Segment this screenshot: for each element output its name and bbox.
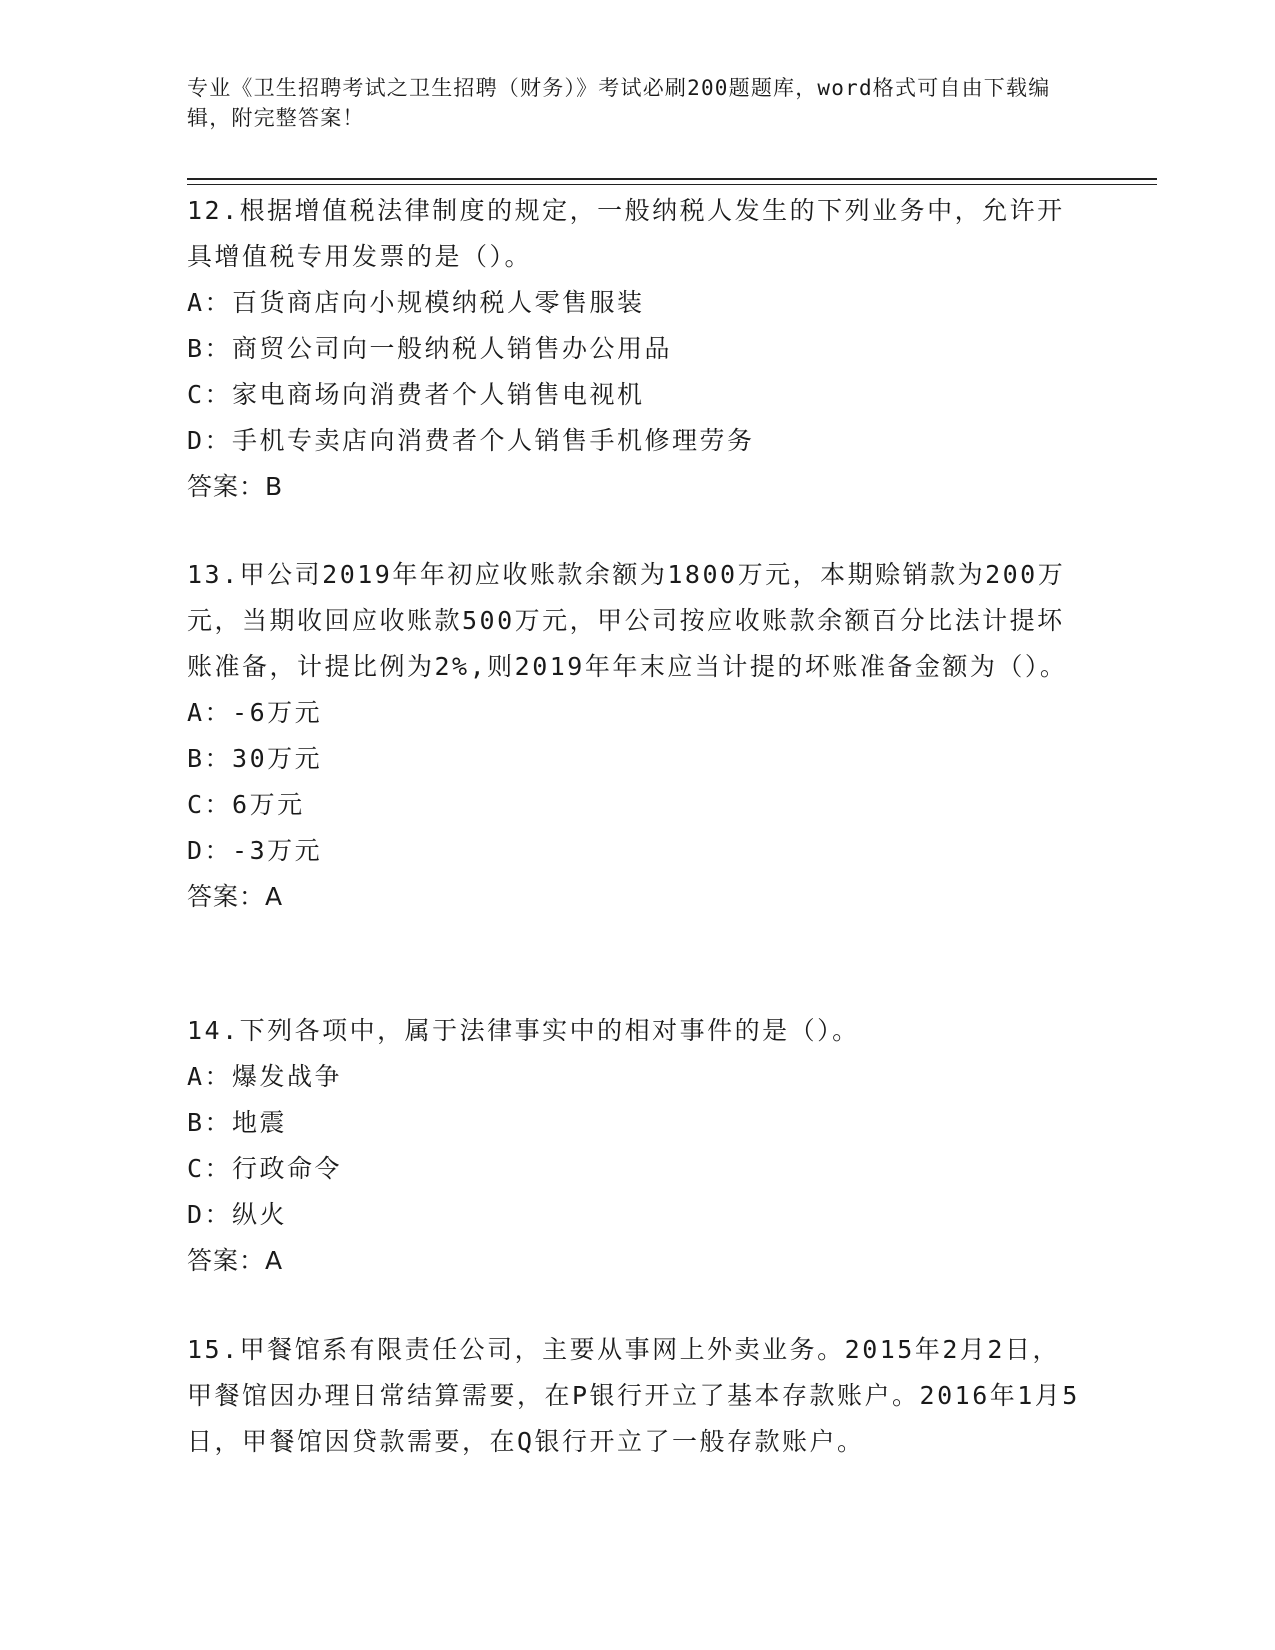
header-divider-thin <box>187 184 1157 185</box>
option-c: C：家电商场向消费者个人销售电视机 <box>187 380 645 409</box>
question-stem: 13.甲公司2019年年初应收账款余额为1800万元，本期赊销款为200万元，当期收回应收账款500万元，甲公司按应收账款余额百分比法计提坏账准备，计提比例为2%,则2019年年末应当计提的坏账准备金额为（）。 <box>187 560 1068 681</box>
question-13 <box>187 552 1087 920</box>
question-15 <box>187 1327 1087 1465</box>
answer: 答案：A <box>187 882 284 911</box>
answer: 答案：B <box>187 472 284 501</box>
question-14 <box>187 1008 1087 1284</box>
question-12 <box>187 188 1087 510</box>
header-divider <box>187 178 1157 180</box>
option-d: D：手机专卖店向消费者个人销售手机修理劳务 <box>187 426 755 455</box>
question-stem: 14.下列各项中，属于法律事实中的相对事件的是（）。 <box>187 1016 860 1045</box>
question-stem: 15.甲餐馆系有限责任公司，主要从事网上外卖业务。2015年2月2日，甲餐馆因办理日常结算需要，在P银行开立了基本存款账户。2016年1月5日，甲餐馆因贷款需要，在Q银行开立了一般存款账户。 <box>187 1335 1080 1456</box>
option-d: D：-3万元 <box>187 836 323 865</box>
option-c: C：6万元 <box>187 790 305 819</box>
document-header: 专业《卫生招聘考试之卫生招聘（财务）》考试必刷200题题库，word格式可自由下载编辑，附完整答案！ <box>187 76 1051 130</box>
option-b: B：30万元 <box>187 744 323 773</box>
option-c: C：行政命令 <box>187 1154 343 1183</box>
option-d: D：纵火 <box>187 1200 288 1229</box>
option-b: B：商贸公司向一般纳税人销售办公用品 <box>187 334 673 363</box>
question-stem: 12.根据增值税法律制度的规定，一般纳税人发生的下列业务中，允许开具增值税专用发票的是（）。 <box>187 196 1065 271</box>
option-a: A：-6万元 <box>187 698 323 727</box>
answer: 答案：A <box>187 1246 284 1275</box>
option-a: A：百货商店向小规模纳税人零售服装 <box>187 288 645 317</box>
option-b: B：地震 <box>187 1108 288 1137</box>
option-a: A：爆发战争 <box>187 1062 343 1091</box>
